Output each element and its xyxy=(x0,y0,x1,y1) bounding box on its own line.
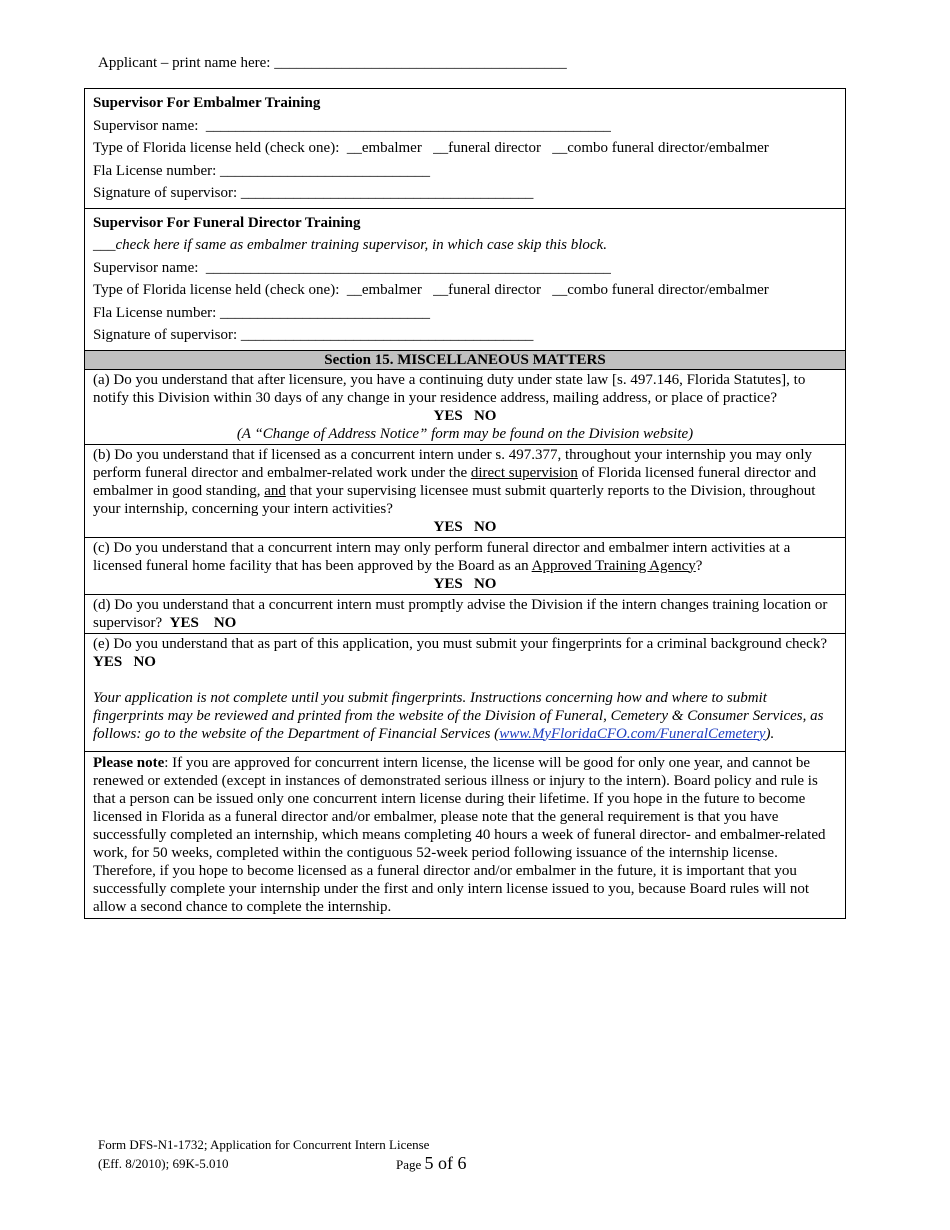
same-supervisor-checkbox[interactable]: ___check here if same as embalmer training supervisor, in which case skip this block. xyxy=(93,237,607,253)
no-option[interactable]: NO xyxy=(473,575,497,592)
funeral-director-supervisor-block xyxy=(85,209,845,351)
fd-license-type-row xyxy=(93,279,837,302)
supervisor-name-blank[interactable]: ______________________________________________________ xyxy=(205,259,611,276)
question-c-text: (c) Do you understand that a concurrent intern may only perform funeral director and embalmer intern activities at a licensed funeral home facility that has been approved by the Board as an Approved Training Agency? xyxy=(93,539,791,574)
applicant-name-line[interactable] xyxy=(98,55,567,72)
question-b-text: (b) Do you understand that if licensed as a concurrent intern under s. 497.377, throughout your internship you may only perform funeral director and embalmer-related work under the direct supervision of Florida licensed funeral director and embalmer in good standing, and that your supervising licensee must submit quarterly reports to the Division, throughout your internship, concerning your intern activities? xyxy=(93,446,817,517)
section-15-heading: Section 15. MISCELLANEOUS MATTERS xyxy=(85,351,845,370)
question-a-answer xyxy=(93,407,837,425)
license-number-blank[interactable]: ____________________________ xyxy=(220,162,431,179)
form-footer xyxy=(98,1135,429,1173)
embalmer-block-title: Supervisor For Embalmer Training xyxy=(93,95,321,111)
signature-blank[interactable]: _______________________________________ xyxy=(240,327,534,343)
dfs-website-link[interactable]: www.MyFloridaCFO.com/FuneralCemetery xyxy=(499,725,766,742)
question-d-text: (d) Do you understand that a concurrent intern must promptly advise the Division if the intern changes training location or supervisor? YES NO xyxy=(93,596,828,631)
license-number-blank[interactable]: ____________________________ xyxy=(220,304,431,321)
please-note-block xyxy=(85,752,845,918)
yes-option[interactable]: YES xyxy=(433,407,463,424)
fd-supervisor-name-field[interactable] xyxy=(93,257,837,280)
form-id-line: Form DFS-N1-1732; Application for Concurrent Intern License xyxy=(98,1137,430,1152)
question-b-answer xyxy=(93,518,837,536)
yes-option[interactable]: YES xyxy=(93,653,123,670)
fd-license-number-field[interactable] xyxy=(93,302,837,325)
page-number: Page 5 of 6 xyxy=(396,1153,467,1173)
yes-option[interactable]: YES xyxy=(169,614,199,631)
supervisor-name-label: Supervisor name: xyxy=(93,259,199,276)
license-type-label: Type of Florida license held (check one): xyxy=(93,282,340,298)
fd-block-title: Supervisor For Funeral Director Training xyxy=(93,214,361,231)
license-number-label: Fla License number: xyxy=(93,304,217,321)
please-note-label: Please note xyxy=(93,754,165,771)
signature-blank[interactable]: _______________________________________ xyxy=(240,185,534,201)
no-option[interactable]: NO xyxy=(213,614,237,631)
please-note-text: : If you are approved for concurrent intern license, the license will be good for only one year, and cannot be renewed or extended (except in instances of demonstrated serious illness or injury to the intern). Board policy and rule is that a person can be issued only one concurrent intern license during their lifetime. If you hope in the future to become licensed in Florida as a funeral director and/or embalmer, please note that the general requirement is that you have successfully completed an internship, which means completing 40 hours a week of funeral director- and embalmer-related work, for 50 weeks, completed within the contiguous 52-week period following issuance of the internship license. Therefore, if you hope to become licensed as a funeral director and/or embalmer in the future, it is important that you successfully complete your internship under the first and only intern license issued to you, because Board rules will not allow a second chance to complete the internship. xyxy=(93,754,826,915)
signature-label: Signature of supervisor: xyxy=(93,327,238,343)
option-embalmer[interactable]: __embalmer xyxy=(346,282,422,298)
question-e-text: (e) Do you understand that as part of this application, you must submit your fingerprints for a criminal background check? YES NO xyxy=(93,635,827,670)
question-b xyxy=(85,445,845,538)
supervisor-name-blank[interactable]: ______________________________________________________ xyxy=(205,117,611,134)
no-option[interactable]: NO xyxy=(133,653,156,670)
question-d xyxy=(85,595,845,634)
option-combo[interactable]: __combo funeral director/embalmer xyxy=(552,282,769,298)
embalmer-supervisor-name-field[interactable] xyxy=(93,115,837,138)
question-c-answer xyxy=(93,575,837,593)
question-a-text: (a) Do you understand that after licensure, you have a continuing duty under state law [s. 497.146, Florida Statutes], to notify this Division within 30 days of any change in your residence address, mailing address, or place of practice? xyxy=(93,371,806,406)
effective-date-line: (Eff. 8/2010); 69K-5.010 xyxy=(98,1156,229,1171)
fingerprint-instructions: Your application is not complete until you submit fingerprints. Instructions concerning how and where to submit fingerprints may be reviewed and printed from the website of the Division of Funeral, Cemetery & Consumer Services, as follows: go to the website of the Department of Financial Services (www.MyFloridaCFO.com/FuneralCemetery). xyxy=(93,689,824,742)
question-a xyxy=(85,370,845,445)
license-number-label: Fla License number: xyxy=(93,162,217,179)
yes-option[interactable]: YES xyxy=(433,518,463,535)
question-c xyxy=(85,538,845,595)
applicant-name-blank[interactable]: _______________________________________ xyxy=(274,55,567,71)
embalmer-license-type-row xyxy=(93,137,837,160)
embalmer-signature-field[interactable] xyxy=(93,182,837,205)
applicant-label: Applicant – print name here: xyxy=(98,55,271,71)
license-type-label: Type of Florida license held (check one): xyxy=(93,140,340,156)
no-option[interactable]: NO xyxy=(473,518,497,535)
question-e xyxy=(85,634,845,752)
supervisor-name-label: Supervisor name: xyxy=(93,117,199,134)
yes-option[interactable]: YES xyxy=(433,575,463,592)
change-of-address-note: (A “Change of Address Notice” form may be found on the Division website) xyxy=(236,425,694,442)
fd-signature-field[interactable] xyxy=(93,324,837,347)
option-embalmer[interactable]: __embalmer xyxy=(346,140,422,156)
option-combo[interactable]: __combo funeral director/embalmer xyxy=(552,140,769,156)
signature-label: Signature of supervisor: xyxy=(93,185,238,201)
option-funeral-director[interactable]: __funeral director xyxy=(433,282,541,298)
embalmer-supervisor-block xyxy=(85,89,845,209)
form-box xyxy=(84,88,846,919)
embalmer-license-number-field[interactable] xyxy=(93,160,837,183)
option-funeral-director[interactable]: __funeral director xyxy=(433,140,541,156)
no-option[interactable]: NO xyxy=(473,407,497,424)
